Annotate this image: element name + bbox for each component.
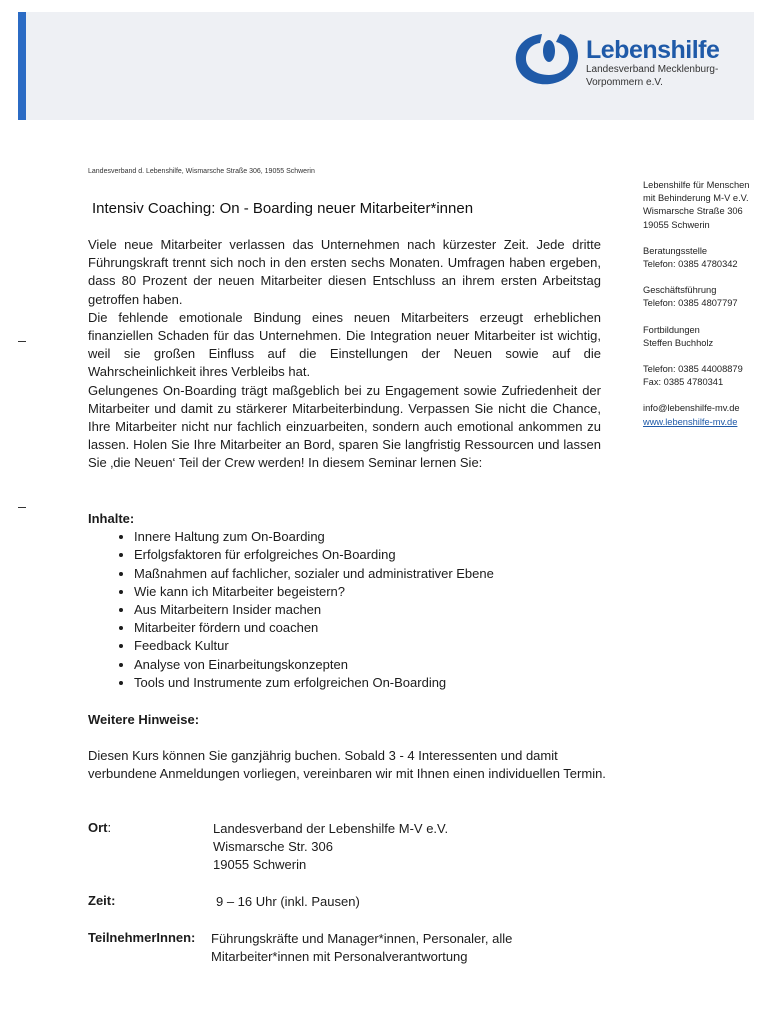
hinweise-text: Diesen Kurs können Sie ganzjährig buchen. Sobald 3 - 4 Interessenten und damit verbundene Anmeldungen vorliegen, vereinbaren wir mit Ihnen einen individuellen Termin. [88, 748, 606, 782]
inhalte-section [88, 510, 608, 692]
hinweise-heading: Weitere Hinweise: [88, 712, 200, 727]
org-address-block [643, 179, 769, 232]
list-item: • Analyse von Einarbeitungskonzepten [134, 656, 608, 674]
contact-sidebar [643, 179, 769, 442]
org-line: Lebenshilfe für Menschen [643, 180, 750, 190]
punch-mark [18, 507, 26, 508]
intro-paragraph: Die fehlende emotionale Bindung eines neuen Mitarbeiters erzeugt erheblichen finanziellen Schaden für das Unternehmen. Die Integration neuer Mitarbeiter ist wichtig, weil sie großen Einfluss auf die Einstellungen der Neuen sowie auf die Wahrscheinlichkeit ihres Verbleibs hat. [88, 309, 601, 380]
ort-line: Landesverband der Lebenshilfe M-V e.V. [213, 821, 449, 836]
intro-text [88, 236, 601, 473]
ort-label [88, 820, 111, 835]
fortbildung-title: Fortbildungen [643, 324, 700, 335]
teilnehmer-line: Mitarbeiter*innen mit Personalverantwortung [211, 949, 468, 965]
inhalte-list [88, 528, 608, 692]
beratung-block [643, 245, 769, 271]
list-item: • Aus Mitarbeitern Insider machen [134, 601, 608, 619]
geschaeft-title: Geschäftsführung [643, 285, 717, 296]
list-item: • Feedback Kultur [134, 637, 608, 655]
lebenshilfe-logo-icon [512, 28, 582, 88]
zeit-value: 9 – 16 Uhr (inkl. Pausen) [216, 894, 360, 909]
list-item: • Wie kann ich Mitarbeiter begeistern? [134, 583, 608, 601]
zeit-label: Zeit: [88, 893, 116, 908]
phone-fax-block [643, 363, 769, 389]
fortbildung-contact: Steffen Buchholz [643, 337, 714, 348]
fortbildung-block [643, 324, 769, 350]
letterhead-accent-bar [18, 12, 26, 120]
logo-subtitle: Landesverband Mecklenburg-Vorpommern e.V. [586, 64, 719, 88]
ort-value [213, 820, 448, 875]
teilnehmer-value [211, 930, 512, 966]
intro-paragraph: Viele neue Mitarbeiter verlassen das Unternehmen nach kürzester Zeit. Jede dritte Führungskraft trennt sich noch in den ersten sechs Monaten. Umfragen haben ergeben, dass 80 Prozent der neuen Mitarbeiter diesen Entschluss an ihrem ersten Arbeitstag getroffen haben. [88, 237, 601, 307]
ort-label-colon: : [107, 820, 112, 835]
ort-label-text: Ort [88, 820, 108, 835]
fax-line: Fax: 0385 4780341 [643, 377, 724, 388]
list-item: • Erfolgsfaktoren für erfolgreiches On-Boarding [134, 546, 608, 564]
list-item: • Maßnahmen auf fachlicher, sozialer und administrativer Ebene [134, 565, 608, 583]
beratung-phone: Telefon: 0385 4780342 [643, 259, 738, 270]
sender-address-line: Landesverband d. Lebenshilfe, Wismarsche Straße 306, 19055 Schwerin [88, 168, 315, 175]
teilnehmer-label: TeilnehmerInnen: [88, 930, 196, 945]
org-line: mit Behinderung M-V e.V. [643, 193, 749, 204]
list-item: • Innere Haltung zum On-Boarding [134, 528, 608, 546]
fold-mark [18, 341, 26, 342]
ort-line: 19055 Schwerin [213, 857, 307, 873]
ort-line: Wismarsche Str. 306 [213, 839, 333, 855]
list-item: • Tools und Instrumente zum erfolgreichen On-Boarding [134, 674, 608, 692]
geschaeft-phone: Telefon: 0385 4807797 [643, 298, 738, 309]
beratung-title: Beratungsstelle [643, 245, 708, 256]
website-link[interactable]: www.lebenshilfe-mv.de [643, 416, 738, 427]
document-title: Intensiv Coaching: On - Boarding neuer Mitarbeiter*innen [92, 200, 474, 217]
inhalte-heading: Inhalte: [88, 511, 135, 526]
intro-paragraph: Gelungenes On-Boarding trägt maßgeblich bei zu Engagement sowie Zufriedenheit der Mitarbeiter und damit zu stärkerer Mitarbeiterbindung. Verpassen Sie nicht die Chance, Ihre Mitarbeiter nicht nur fachlich einzuarbeiten, sondern auch emotional ankommen zu lassen. Holen Sie Ihre Mitarbeiter an Bord, sparen Sie langfristig Ressourcen und lassen Sie ‚die Neuen‘ Teil der Crew werden! In diesem Seminar lernen Sie: [88, 382, 601, 471]
geschaeftsfuehrung-block [643, 284, 769, 310]
org-line: Wismarsche Straße 306 [643, 206, 743, 217]
online-block [643, 402, 769, 428]
org-line: 19055 Schwerin [643, 219, 710, 230]
phone-line: Telefon: 0385 44008879 [643, 364, 743, 375]
teilnehmer-line: Führungskräfte und Manager*innen, Personaler, alle [211, 931, 513, 946]
logo-wordmark: Lebenshilfe [586, 36, 720, 64]
email-address: info@lebenshilfe-mv.de [643, 403, 740, 414]
list-item: • Mitarbeiter fördern und coachen [134, 619, 608, 637]
